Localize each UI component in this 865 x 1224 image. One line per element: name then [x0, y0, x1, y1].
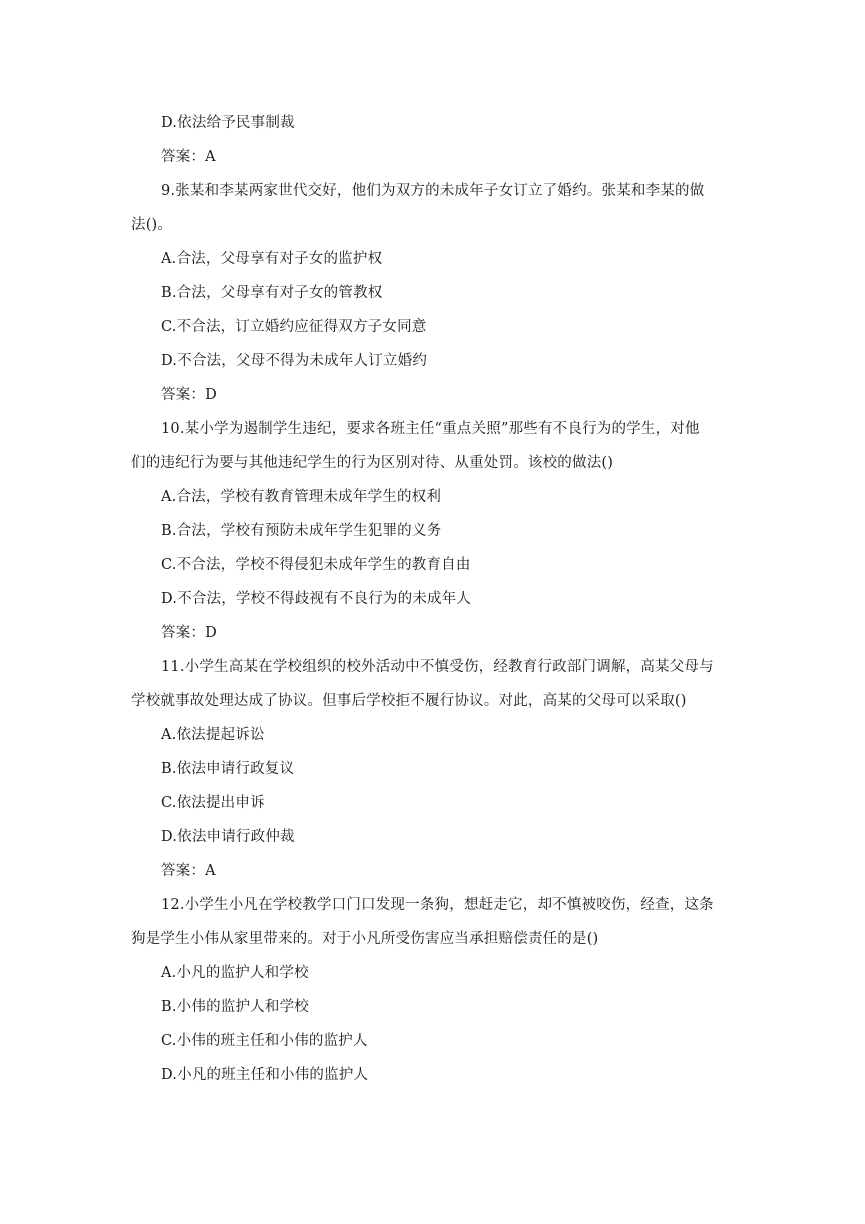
question-12-line-1: 12.小学生小凡在学校教学口门口发现一条狗，想赶走它，却不慎被咬伤，经查，这条 [161, 897, 714, 913]
question-10-line-1: 10.某小学为遏制学生违纪，要求各班主任“重点关照”那些有不良行为的学生，对他 [161, 421, 700, 437]
question-9-line-1: 9.张某和李某两家世代交好，他们为双方的未成年子女订立了婚约。张某和李某的做 [161, 183, 705, 199]
answer-q11: 答案：A [161, 863, 216, 879]
option-a-q11: A.依法提起诉讼 [161, 727, 265, 743]
option-c-q10: C.不合法，学校不得侵犯未成年学生的教育自由 [161, 557, 471, 573]
option-a-q12: A.小凡的监护人和学校 [161, 965, 309, 981]
option-d-q11: D.依法申请行政仲裁 [161, 829, 295, 845]
question-11-line-2: 学校就事故处理达成了协议。但事后学校拒不履行协议。对此，高某的父母可以采取() [131, 693, 687, 709]
option-d-q9: D.不合法，父母不得为未成年人订立婚约 [161, 353, 428, 369]
answer-q8: 答案：A [161, 149, 216, 165]
option-b-q12: B.小伟的监护人和学校 [161, 999, 309, 1015]
question-9-line-2: 法()。 [131, 217, 173, 233]
question-11-line-1: 11.小学生高某在学校组织的校外活动中不慎受伤，经教育行政部门调解，高某父母与 [161, 659, 714, 675]
option-b-q10: B.合法，学校有预防未成年学生犯罪的义务 [161, 523, 442, 539]
option-d-q8: D.依法给予民事制裁 [161, 115, 295, 131]
option-c-q12: C.小伟的班主任和小伟的监护人 [161, 1033, 368, 1049]
answer-q9: 答案：D [161, 387, 217, 403]
question-10-line-2: 们的违纪行为要与其他违纪学生的行为区别对待、从重处罚。该校的做法() [131, 455, 614, 471]
option-d-q12: D.小凡的班主任和小伟的监护人 [161, 1067, 369, 1083]
option-b-q11: B.依法申请行政复议 [161, 761, 295, 777]
option-a-q10: A.合法，学校有教育管理未成年学生的权利 [161, 489, 442, 505]
option-a-q9: A.合法，父母享有对子女的监护权 [161, 251, 383, 267]
option-b-q9: B.合法，父母享有对子女的管教权 [161, 285, 383, 301]
answer-q10: 答案：D [161, 625, 217, 641]
option-c-q9: C.不合法，订立婚约应征得双方子女同意 [161, 319, 427, 335]
question-12-line-2: 狗是学生小伟从家里带来的。对于小凡所受伤害应当承担赔偿责任的是() [131, 931, 599, 947]
option-d-q10: D.不合法，学校不得歧视有不良行为的未成年人 [161, 591, 472, 607]
option-c-q11: C.依法提出申诉 [161, 795, 265, 811]
